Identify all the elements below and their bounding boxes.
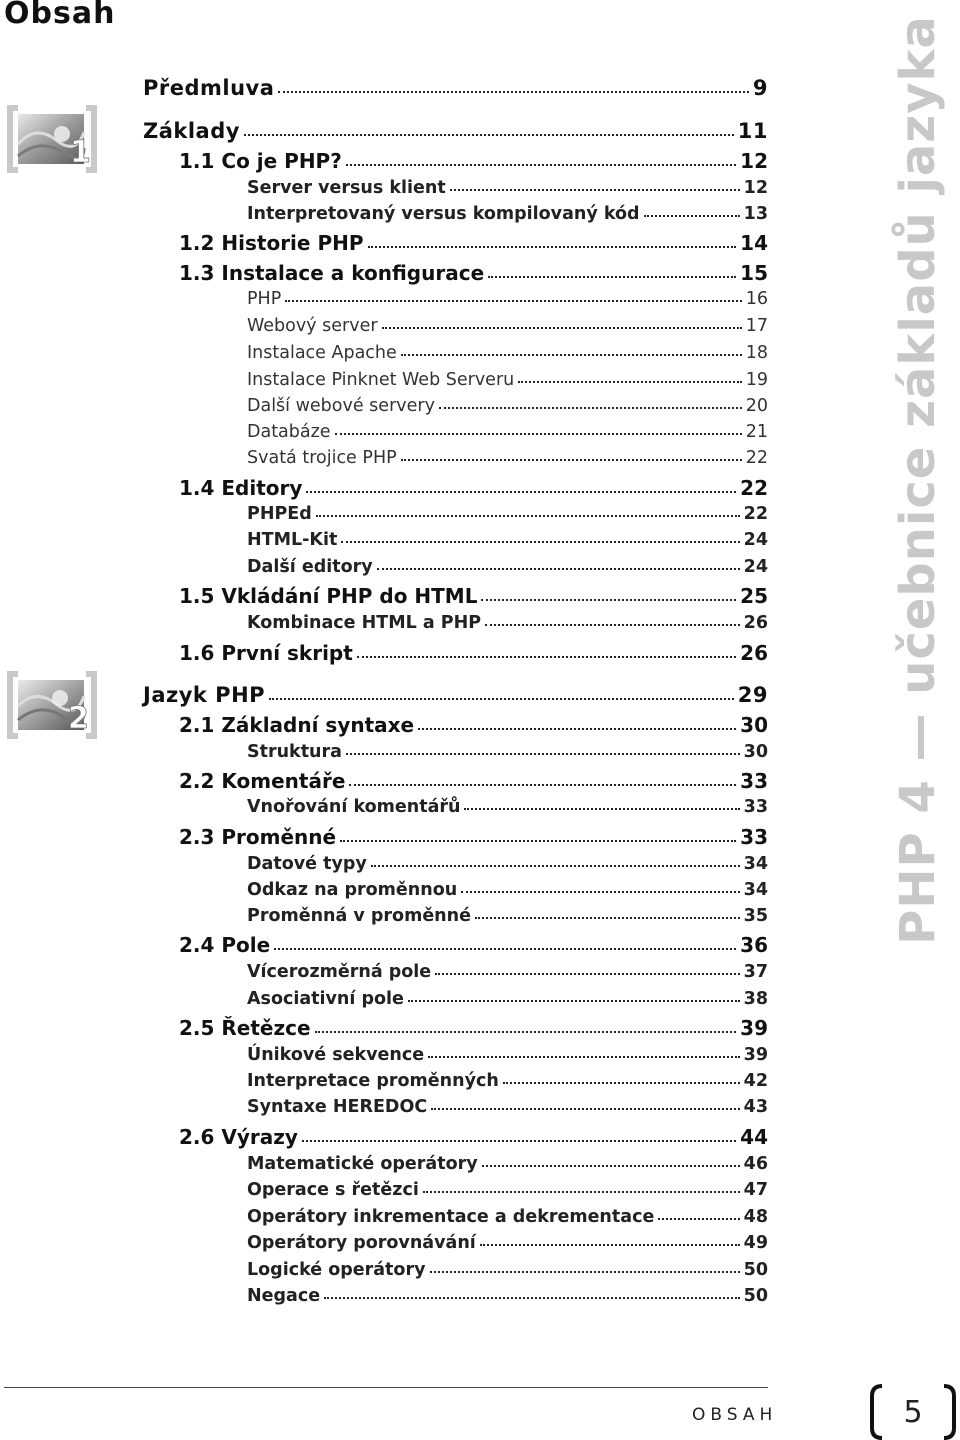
toc-entry-title: Datové typy bbox=[247, 854, 367, 874]
toc-entry-title: 1.6 První skript bbox=[179, 641, 353, 665]
toc-entry-page: 35 bbox=[743, 906, 768, 926]
toc-entry-page: 46 bbox=[743, 1154, 768, 1174]
toc-entry-title: Server versus klient bbox=[247, 178, 446, 198]
toc-entry bbox=[247, 1235, 768, 1253]
toc-entry-page: 30 bbox=[740, 713, 768, 737]
toc-entry-page: 34 bbox=[743, 854, 768, 874]
toc-entry-page: 22 bbox=[740, 476, 768, 500]
dot-leader bbox=[244, 134, 734, 136]
side-title bbox=[888, 0, 948, 960]
toc-entry-page: 36 bbox=[740, 933, 768, 957]
toc-entry-title: 1.1 Co je PHP? bbox=[179, 149, 342, 173]
dot-leader bbox=[430, 1271, 740, 1273]
toc-entry-title: 2.1 Základní syntaxe bbox=[179, 713, 415, 737]
toc-entry-page: 11 bbox=[737, 119, 768, 143]
toc-entry bbox=[179, 478, 768, 498]
dot-leader bbox=[377, 568, 740, 570]
dot-leader bbox=[315, 1031, 737, 1033]
toc-entry-title: Vícerozměrná pole bbox=[247, 962, 432, 982]
dot-leader bbox=[450, 189, 740, 191]
toc-entry bbox=[247, 991, 768, 1009]
dot-leader bbox=[435, 973, 740, 975]
toc-entry bbox=[247, 1288, 768, 1306]
toc-entry bbox=[247, 506, 768, 524]
toc-entry bbox=[179, 935, 768, 955]
dot-leader bbox=[428, 1056, 740, 1058]
dot-leader bbox=[464, 808, 739, 810]
toc-entry-page: 26 bbox=[743, 613, 768, 633]
toc-entry bbox=[179, 715, 768, 735]
toc-entry-title: Únikové sekvence bbox=[247, 1045, 425, 1065]
dot-leader bbox=[324, 1297, 740, 1299]
dot-leader bbox=[371, 865, 740, 867]
toc-entry-title: Operátory inkrementace a dekrementace bbox=[247, 1207, 655, 1227]
toc-entry bbox=[247, 345, 768, 363]
dot-leader bbox=[382, 327, 742, 329]
toc-entry-page: 38 bbox=[743, 989, 768, 1009]
toc-entry-page: 24 bbox=[743, 557, 768, 577]
toc-entry bbox=[247, 856, 768, 874]
toc-entry-page: 14 bbox=[740, 231, 768, 255]
dot-leader bbox=[368, 246, 737, 248]
toc-entry-page: 34 bbox=[743, 880, 768, 900]
toc-entry-page: 47 bbox=[743, 1180, 768, 1200]
dot-leader bbox=[481, 599, 736, 601]
toc-entry-title: 1.2 Historie PHP bbox=[179, 231, 364, 255]
toc-entry-title: Operace s řetězci bbox=[247, 1180, 419, 1200]
toc-entry-title: Syntaxe HEREDOC bbox=[247, 1097, 428, 1117]
dot-leader bbox=[431, 1108, 739, 1110]
toc-entry bbox=[247, 1156, 768, 1174]
toc-entry-title: 2.5 Řetězce bbox=[179, 1016, 311, 1040]
dot-leader bbox=[269, 698, 734, 700]
toc-entry-title: Vnořování komentářů bbox=[247, 797, 461, 817]
toc-entry bbox=[179, 1018, 768, 1038]
toc-entry-title: Jazyk PHP bbox=[143, 683, 266, 707]
dot-leader bbox=[401, 354, 742, 356]
toc-entry bbox=[247, 291, 768, 309]
toc-entry bbox=[179, 771, 768, 791]
toc-entry-page: 33 bbox=[743, 797, 768, 817]
toc-entry bbox=[247, 908, 768, 926]
toc-entry bbox=[247, 964, 768, 982]
toc-entry-page: 39 bbox=[740, 1016, 768, 1040]
toc-entry bbox=[247, 424, 768, 442]
dot-leader bbox=[658, 1218, 739, 1220]
toc-entry-title: Interpretovaný versus kompilovaný kód bbox=[247, 204, 640, 224]
toc-entry-title: Kombinace HTML a PHP bbox=[247, 613, 482, 633]
dot-leader bbox=[285, 300, 741, 302]
dot-leader bbox=[475, 917, 740, 919]
page-title: Obsah bbox=[4, 0, 116, 31]
footer-label: OBSAH bbox=[692, 1405, 778, 1425]
toc-entry-title: Interpretace proměnných bbox=[247, 1071, 499, 1091]
toc-entry-page: 42 bbox=[743, 1071, 768, 1091]
toc-entry-title: PHPEd bbox=[247, 504, 312, 524]
dot-leader bbox=[340, 840, 736, 842]
toc-entry bbox=[247, 1209, 768, 1227]
toc-entry-title: 1.4 Editory bbox=[179, 476, 303, 500]
toc-entry-page: 13 bbox=[743, 204, 768, 224]
toc-entry-page: 33 bbox=[740, 825, 768, 849]
dot-leader bbox=[335, 433, 742, 435]
toc-entry-page: 37 bbox=[743, 962, 768, 982]
toc-entry bbox=[247, 1262, 768, 1280]
toc-entry-page: 44 bbox=[740, 1125, 768, 1149]
page-number: 5 bbox=[903, 1394, 923, 1430]
dot-leader bbox=[461, 891, 739, 893]
dot-leader bbox=[302, 1140, 736, 1142]
toc-entry bbox=[179, 643, 768, 663]
toc-entry bbox=[247, 450, 768, 468]
dot-leader bbox=[482, 1165, 740, 1167]
toc-entry-page: 15 bbox=[740, 261, 768, 285]
footer-divider bbox=[4, 1387, 768, 1388]
toc-entry-page: 29 bbox=[737, 683, 768, 707]
toc-entry-page: 9 bbox=[752, 76, 768, 100]
toc-entry-title: 1.5 Vkládání PHP do HTML bbox=[179, 584, 478, 608]
toc-entry bbox=[247, 180, 768, 198]
toc-entry-title: Další editory bbox=[247, 557, 373, 577]
toc-entry-page: 12 bbox=[743, 178, 768, 198]
toc-entry-title: Operátory porovnávání bbox=[247, 1233, 476, 1253]
toc-entry-page: 22 bbox=[743, 504, 768, 524]
dot-leader bbox=[408, 1000, 740, 1002]
toc-entry-title: Struktura bbox=[247, 742, 342, 762]
toc-entry bbox=[247, 318, 768, 336]
toc-entry-title: Svatá trojice PHP bbox=[247, 448, 397, 468]
toc-entry-page: 20 bbox=[745, 396, 768, 416]
toc-entry-title: 2.3 Proměnné bbox=[179, 825, 337, 849]
dot-leader bbox=[357, 656, 736, 658]
toc-entry bbox=[247, 882, 768, 900]
toc-entry-page: 18 bbox=[745, 343, 768, 363]
toc-entry-title: Předmluva bbox=[143, 76, 275, 100]
dot-leader bbox=[503, 1082, 740, 1084]
toc-entry-page: 16 bbox=[745, 289, 768, 309]
toc-entry-page: 50 bbox=[743, 1286, 768, 1306]
toc-entry-page: 48 bbox=[743, 1207, 768, 1227]
dot-leader bbox=[346, 753, 740, 755]
toc-entry bbox=[247, 1073, 768, 1091]
toc-entry-title: Základy bbox=[143, 119, 240, 143]
toc-entry bbox=[247, 372, 768, 390]
toc-entry-title: Negace bbox=[247, 1286, 321, 1306]
toc-entry-page: 21 bbox=[745, 422, 768, 442]
dot-leader bbox=[401, 459, 742, 461]
toc-entry bbox=[179, 263, 768, 283]
chapter-2-number: 2 bbox=[68, 701, 89, 736]
toc-entry-title: HTML-Kit bbox=[247, 530, 338, 550]
dot-leader bbox=[518, 381, 741, 383]
toc-entry bbox=[247, 532, 768, 550]
dot-leader bbox=[349, 784, 736, 786]
toc-entry-title: 2.2 Komentáře bbox=[179, 769, 346, 793]
toc-entry bbox=[247, 398, 768, 416]
dot-leader bbox=[423, 1191, 740, 1193]
toc-entry bbox=[179, 233, 768, 253]
dot-leader bbox=[274, 948, 736, 950]
toc-entry bbox=[143, 121, 768, 142]
toc-entry-title: Další webové servery bbox=[247, 396, 435, 416]
toc-entry-title: Instalace Apache bbox=[247, 343, 397, 363]
toc-entry-page: 49 bbox=[743, 1233, 768, 1253]
toc-entry bbox=[247, 206, 768, 224]
toc-entry-page: 12 bbox=[740, 149, 768, 173]
toc-entry bbox=[179, 827, 768, 847]
toc-entry-page: 43 bbox=[743, 1097, 768, 1117]
toc-entry bbox=[247, 1047, 768, 1065]
dot-leader bbox=[346, 164, 736, 166]
dot-leader bbox=[488, 276, 736, 278]
dot-leader bbox=[316, 515, 740, 517]
toc-entry bbox=[179, 1127, 768, 1147]
toc-entry bbox=[247, 559, 768, 577]
chapter-1-number: 1 bbox=[70, 135, 91, 170]
toc-entry-page: 30 bbox=[743, 742, 768, 762]
toc-entry-title: 1.3 Instalace a konfigurace bbox=[179, 261, 485, 285]
toc-entry bbox=[179, 151, 768, 171]
page-number-box bbox=[868, 1384, 958, 1440]
toc-entry bbox=[143, 685, 768, 706]
toc-entry bbox=[247, 744, 768, 762]
toc-entry-title: Odkaz na proměnnou bbox=[247, 880, 458, 900]
toc-entry-title: Webový server bbox=[247, 316, 378, 336]
toc-entry bbox=[179, 586, 768, 606]
toc-entry-page: 33 bbox=[740, 769, 768, 793]
side-title-text: PHP 4 — učebnice základů jazyka bbox=[890, 15, 946, 945]
toc-entry-title: Databáze bbox=[247, 422, 331, 442]
dot-leader bbox=[418, 728, 736, 730]
toc-entry-title: 2.4 Pole bbox=[179, 933, 271, 957]
toc-entry-title: Matematické operátory bbox=[247, 1154, 478, 1174]
toc-entry-page: 24 bbox=[743, 530, 768, 550]
dot-leader bbox=[644, 215, 740, 217]
toc-entry bbox=[247, 1099, 768, 1117]
toc-entry-title: Instalace Pinknet Web Serveru bbox=[247, 370, 515, 390]
toc-entry-title: PHP bbox=[247, 289, 282, 309]
toc-entry-title: Proměnná v proměnné bbox=[247, 906, 471, 926]
dot-leader bbox=[306, 491, 736, 493]
dot-leader bbox=[278, 91, 748, 93]
toc-entry-page: 39 bbox=[743, 1045, 768, 1065]
toc-entry bbox=[143, 78, 768, 99]
toc-entry-page: 50 bbox=[743, 1260, 768, 1280]
toc-entry-page: 25 bbox=[740, 584, 768, 608]
toc-entry-title: 2.6 Výrazy bbox=[179, 1125, 298, 1149]
dot-leader bbox=[480, 1244, 740, 1246]
toc-entry-page: 17 bbox=[745, 316, 768, 336]
dot-leader bbox=[439, 407, 742, 409]
dot-leader bbox=[485, 624, 740, 626]
toc-entry-title: Logické operátory bbox=[247, 1260, 426, 1280]
toc-entry-title: Asociativní pole bbox=[247, 989, 404, 1009]
toc-entry bbox=[247, 799, 768, 817]
dot-leader bbox=[341, 541, 739, 543]
toc-entry-page: 19 bbox=[745, 370, 768, 390]
toc-entry-page: 22 bbox=[745, 448, 768, 468]
toc-entry bbox=[247, 615, 768, 633]
toc-entry bbox=[247, 1182, 768, 1200]
toc-entry-page: 26 bbox=[740, 641, 768, 665]
